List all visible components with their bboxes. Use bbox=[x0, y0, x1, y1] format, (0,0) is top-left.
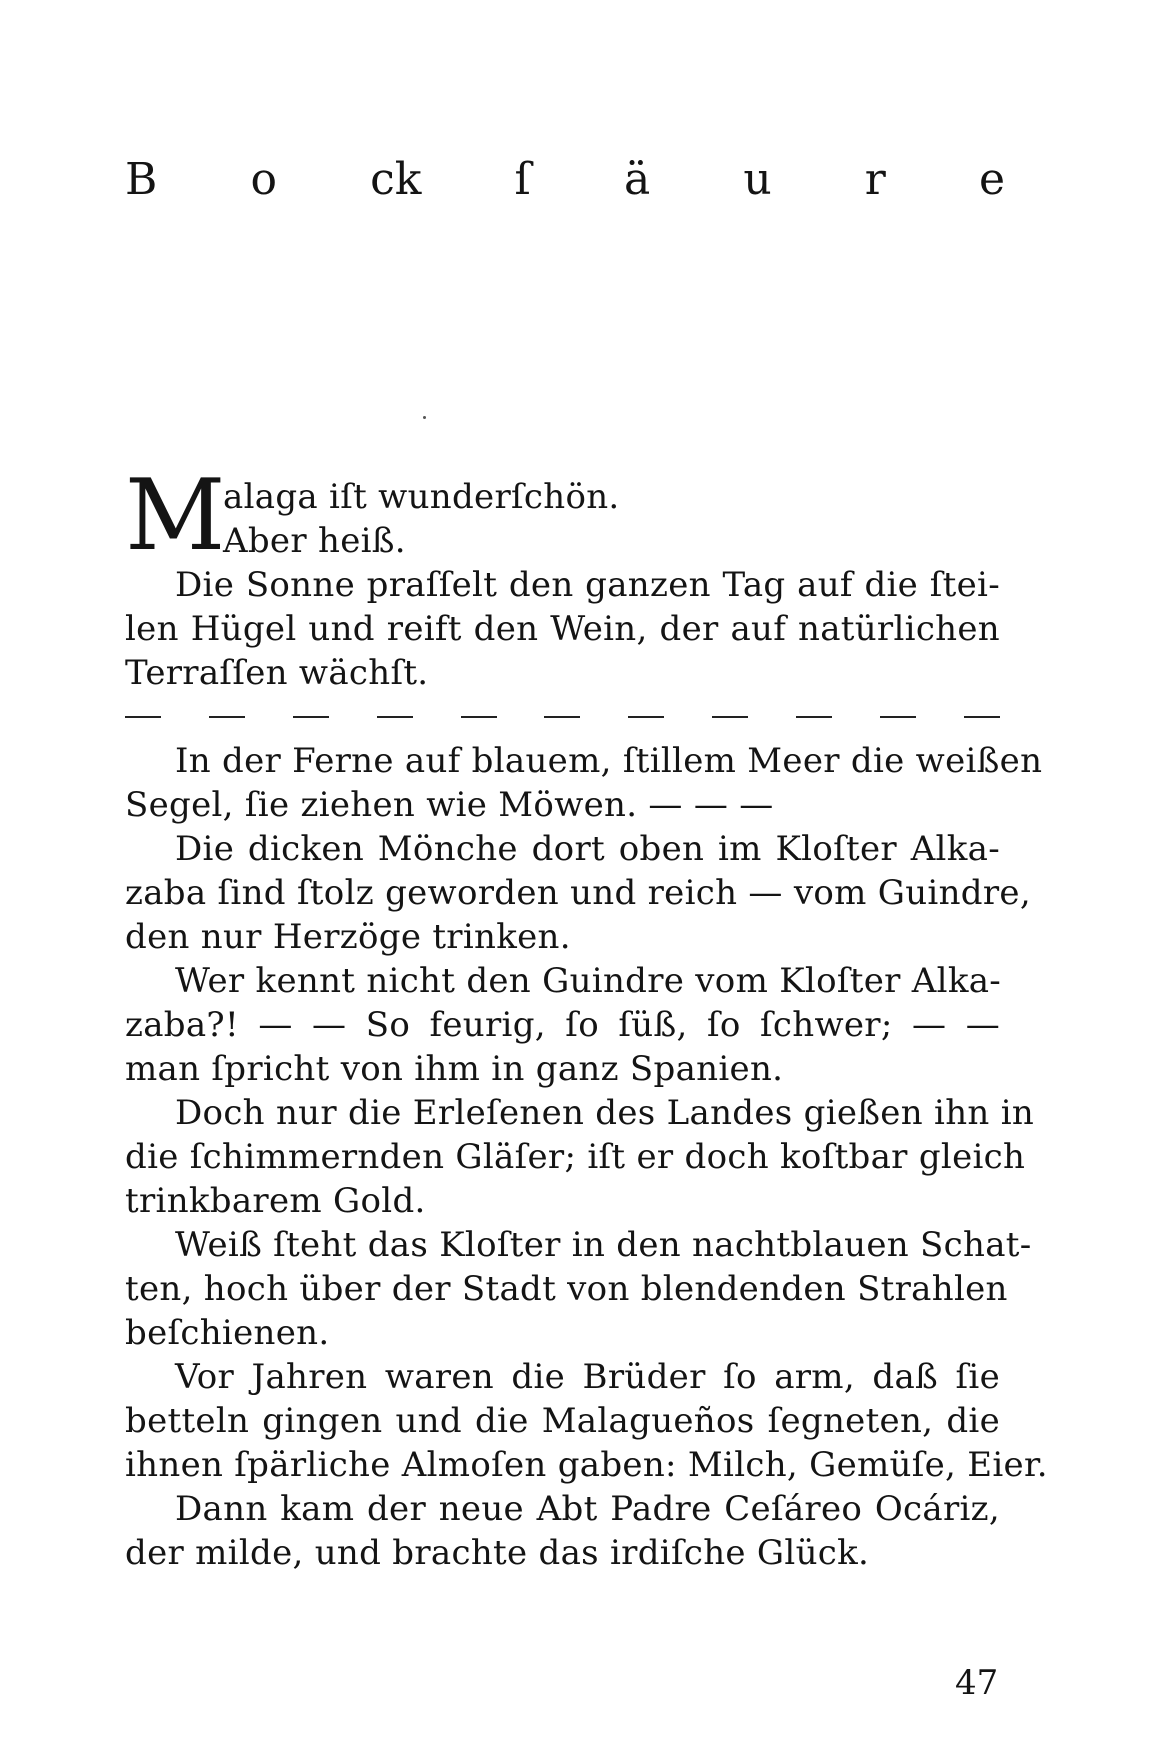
title-letter: e bbox=[978, 154, 1005, 205]
text-line: ten, hoch über der Stadt von blendenden Strahlen bbox=[125, 1269, 1008, 1309]
text-line: den nur Herzöge trinken. bbox=[125, 917, 571, 957]
paragraph bbox=[125, 739, 1043, 827]
text-line: ihnen ſpärliche Almoſen gaben: Milch, Gemüſe, Eier. bbox=[125, 1445, 1048, 1485]
text-line: zaba?! — — So feurig, ſo ſüß, ſo ſchwer; — — bbox=[125, 1005, 1000, 1045]
text-line: Dann kam der neue Abt Padre Ceſáreo Ocáriz, bbox=[175, 1489, 1000, 1529]
text-line: Terraſſen wächſt. bbox=[125, 653, 429, 693]
paragraph bbox=[125, 1355, 1048, 1487]
text-line: Weiß ſteht das Kloſter in den nachtblauen Schat- bbox=[175, 1225, 1032, 1265]
title-letter: ä bbox=[623, 154, 651, 205]
title-letter: r bbox=[864, 154, 886, 205]
print-speck bbox=[423, 416, 426, 419]
text-line: Aber heiß. bbox=[223, 521, 406, 561]
opening-paragraph bbox=[125, 459, 1000, 573]
text-line: Die Sonne praſſelt den ganzen Tag auf die ſtei- bbox=[175, 565, 1000, 605]
text-line: man ſpricht von ihm in ganz Spanien. bbox=[125, 1049, 784, 1089]
drop-cap: M bbox=[125, 459, 226, 573]
text-line: len Hügel und reift den Wein, der auf natürlichen bbox=[125, 609, 1000, 649]
text-line: die ſchimmernden Gläſer; iſt er doch koſtbar gleich bbox=[125, 1137, 1026, 1177]
paragraph bbox=[125, 1487, 1000, 1575]
paragraph bbox=[125, 1091, 1035, 1223]
paragraph bbox=[125, 827, 1031, 959]
dash-separator bbox=[125, 695, 1000, 739]
text-line: Vor Jahren waren die Brüder ſo arm, daß ſie bbox=[175, 1357, 1000, 1397]
chapter-title bbox=[125, 154, 1005, 205]
title-letter: B bbox=[125, 154, 158, 205]
title-letter: ſ bbox=[514, 154, 531, 205]
text-line: alaga iſt wunderſchön. bbox=[223, 477, 620, 517]
text-line: betteln gingen und die Malagueños ſegneten, die bbox=[125, 1401, 1000, 1441]
text-line: Segel, ſie ziehen wie Möwen. — — — bbox=[125, 785, 774, 825]
title-letter: ck bbox=[370, 154, 422, 205]
paragraph bbox=[125, 1223, 1032, 1355]
text-line: Doch nur die Erleſenen des Landes gießen ihn in bbox=[175, 1093, 1035, 1133]
text-line: trinkbarem Gold. bbox=[125, 1181, 426, 1221]
text-line: zaba ſind ſtolz geworden und reich — vom Guindre, bbox=[125, 873, 1031, 913]
paragraph bbox=[125, 959, 1000, 1091]
text-line: beſchienen. bbox=[125, 1313, 330, 1353]
title-letter: o bbox=[250, 154, 277, 205]
body-text bbox=[125, 459, 1048, 1575]
text-line: Die dicken Mönche dort oben im Kloſter Alka- bbox=[175, 829, 1000, 869]
paragraph bbox=[125, 563, 1000, 695]
text-line: In der Ferne auf blauem, ſtillem Meer die weißen bbox=[175, 741, 1043, 781]
text-line: Wer kennt nicht den Guindre vom Kloſter Alka- bbox=[175, 961, 1002, 1001]
page-number: 47 bbox=[955, 1663, 999, 1703]
text-line: der milde, und brachte das irdiſche Glück. bbox=[125, 1533, 870, 1573]
title-letter: u bbox=[743, 154, 772, 205]
